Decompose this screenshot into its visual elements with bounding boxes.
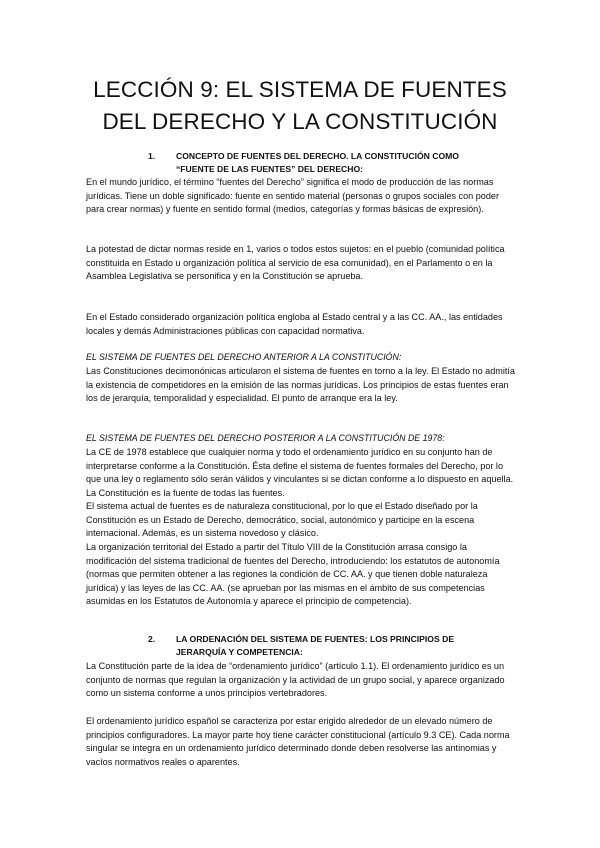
paragraph-organizacion-territorial: La organización territorial del Estado a partir del Título VIII de la Constitución arrasa consigo la modificación del sistema tradicional de fuentes del Derecho, introduciendo: los estatutos de autonomía (normas que permiten obtener a las regiones la condición de CC. AA. y que tienen doble naturaleza jurídica) y las leyes de las CC. AA. (se aprueban por las mismas en el ámbito de sus competencias asumidas en los Estatutos de Autonomía y aparece el principio de competencia). xyxy=(86,542,500,607)
paragraph-estado-organizacion: En el Estado considerado organización política engloba al Estado central y a las CC. AA., las entidades locales y demás Administraciones públicas con capacidad normativa. xyxy=(86,312,503,336)
title-line-1: LECCIÓN 9: EL SISTEMA DE FUENTES xyxy=(93,77,507,102)
title-line-2: DEL DERECHO Y LA CONSTITUCIÓN xyxy=(102,109,498,134)
paragraph-ce-1978: La CE de 1978 establece que cualquier norma y todo el ordenamiento jurídico en su conjunto han de interpretarse conforme a la Constitución. Ésta define el sistema de fuentes formales del Derecho, por lo que una ley o reglamento sólo serán válidos y vinculantes si se dictan conforme a lo dispuesto en aquella. La Constitución es la fuente de todas las fuentes. xyxy=(86,447,514,498)
section-2-number: 2. xyxy=(148,634,156,644)
section-1-number: 1. xyxy=(148,151,156,161)
page-title xyxy=(60,74,540,138)
subheading-posterior-constitucion: EL SISTEMA DE FUENTES DEL DERECHO POSTERIOR A LA CONSTITUCIÓN DE 1978: xyxy=(86,433,445,443)
paragraph-constituciones-decimononicas: Las Constituciones decimonónicas articularon el sistema de fuentes en torno a la ley. El Estado no admitía la existencia de competidores en la emisión de las normas jurídicas. Los principios de estas fuentes eran los de jerarquía, temporalidad y especialidad. El punto de arranque era la ley. xyxy=(86,366,515,404)
paragraph-sistema-actual: El sistema actual de fuentes es de naturaleza constitucional, por lo que el Estado diseñado por la Constitución es un Estado de Derecho, democrático, social, autonómico y participe en la escena internacional. Además, es un sistema novedoso y clásico. xyxy=(86,501,478,539)
section-1-title-line-2: “FUENTE DE LAS FUENTES” DEL DERECHO: xyxy=(176,164,364,174)
paragraph-principios-configuradores: El ordenamiento jurídico español se caracteriza por estar erigido alrededor de un elevado número de principios configuradores. La mayor parte hoy tiene carácter constitucional (artículo 9.3 CE). Cada norma singular se integra en un ordenamiento jurídico determinado donde deben resolverse las antinomias y vacíos normativos reales o aparentes. xyxy=(86,716,510,767)
section-2-title-line-2: JERARQUÍA Y COMPETENCIA: xyxy=(176,647,303,657)
paragraph-ordenamiento-juridico: La Constitución parte de la idea de “ordenamiento jurídico” (artículo 1.1). El ordenamiento jurídico es un conjunto de normas que regulan la organización y la actividad de un grupo social, y aparece organizado como un sistema conforme a unos principios vertebradores. xyxy=(86,661,505,699)
section-2-title-line-1: LA ORDENACIÓN DEL SISTEMA DE FUENTES: LOS PRINCIPIOS DE xyxy=(176,634,455,644)
section-1-title-line-1: CONCEPTO DE FUENTES DEL DERECHO. LA CONSTITUCIÓN COMO xyxy=(176,151,459,161)
paragraph-fuentes-definicion: En el mundo jurídico, el término “fuentes del Derecho” significa el modo de producción de las normas jurídicas. Tiene un doble significado: fuente en sentido material (personas o grupos sociales con poder para crear normas) y fuente en sentido formal (medios, categorías y formas básicas de expresión). xyxy=(86,177,500,215)
paragraph-potestad-normas: La potestad de dictar normas reside en 1, varios o todos estos sujetos: en el pueblo (comunidad política constituida en Estado u organización política al servicio de esa comunidad), en el Parlamento o en la Asamblea Legislativa se personifica y en la Constitución se aprueba. xyxy=(86,244,505,282)
subheading-anterior-constitucion: EL SISTEMA DE FUENTES DEL DERECHO ANTERIOR A LA CONSTITUCIÓN: xyxy=(86,352,402,362)
